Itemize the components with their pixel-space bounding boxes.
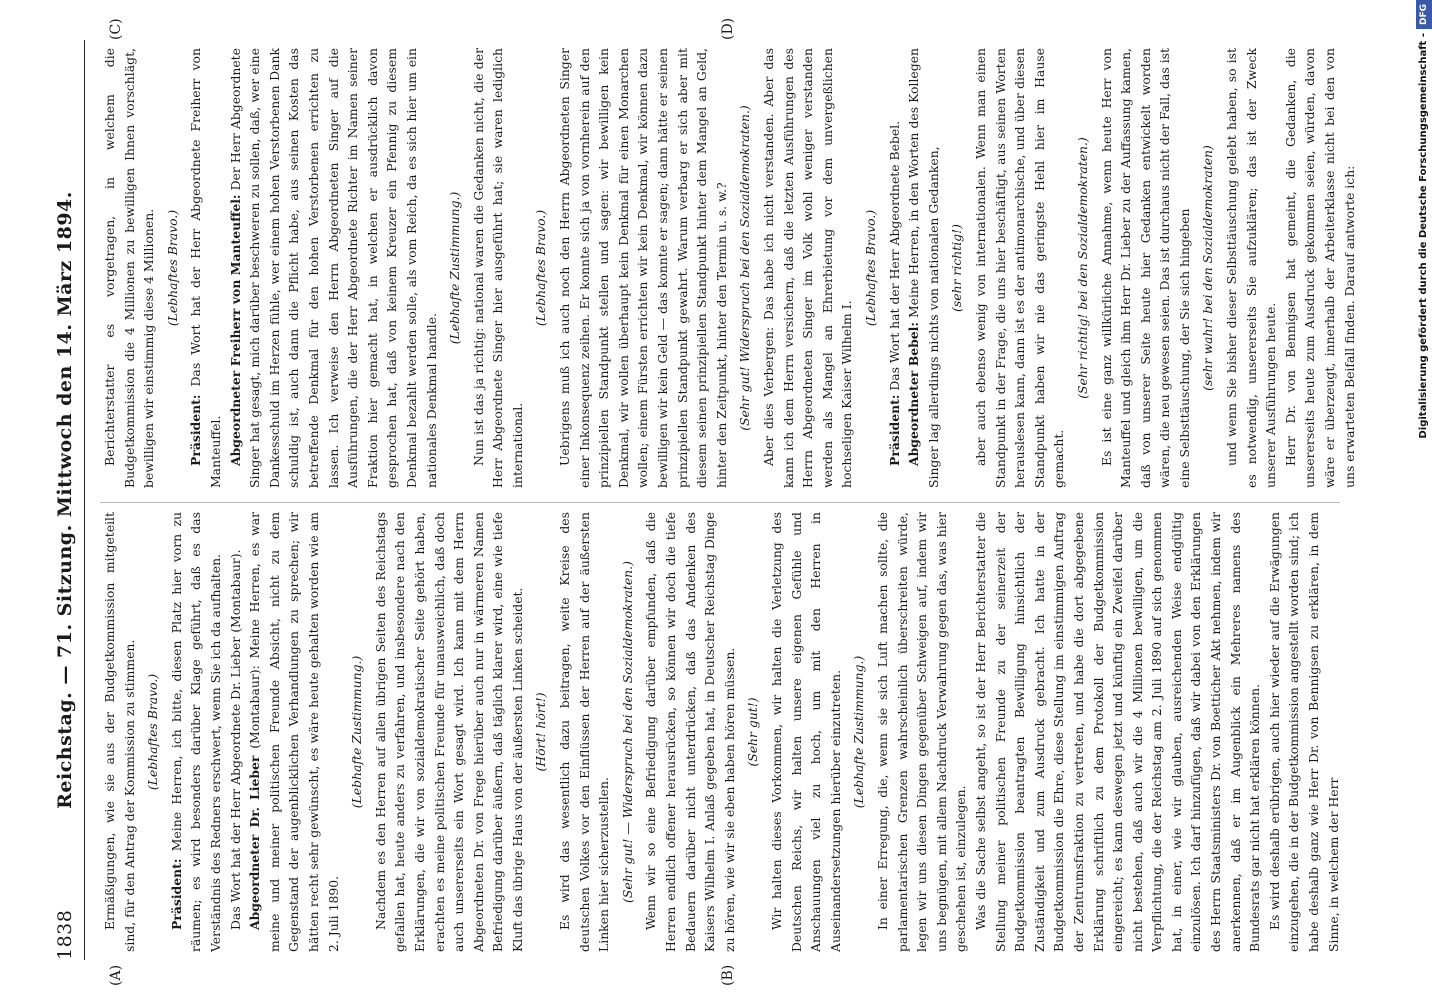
paragraph-text: Was die Sache selbst angeht, so ist der Herr Berichterstatter die Stellung meiner politischen Freunde zu der seinerzeit der Budgetkommission beantragten Bewilligung hinsichtlich der Zuständigkeit und zum Ausdruck gebracht. Ich hatte in der Budgetkommission die Ehre, diese Stellung im einstimmigen Auftrag der Zentrumsfraktion zu vertreten, und habe die dort abgegebene Erklärung schriftlich zu dem Protokoll der Budgetkommission eingereicht; es kann deswegen jetzt und künftig ein Zweifel darüber nicht bestehen, daß auch wir die 4 Millionen bewilligen, um die Verpflichtung, die der Reichstag am 2. Juli 1890 auf sich genommen hat, in einer, wie wir glauben, ausreichenden Weise endgültig einzulösen. Ich darf hinzufügen, daß wir dabei von den Erklärungen des Herrn Staatsministers Dr. von Boetticher Akt nehmen, indem wir anerkennen, daß er im Augenblick ein Mehreres namens des Bundesrats gar nicht hat erklären können.: [972, 512, 1263, 952]
paragraph: [971, 48, 1069, 488]
paragraph-text: Uebrigens muß ich auch noch den Herrn Abgeordneten Singer einer Inkonsequenz zeihen. Er konnte sich ja von vornherein auf den prinzipiellen Standpunkt stellen und sagen: wir bewilligen kein Denkmal, wir wollen überhaupt kein Denkmal für einen Monarchen wollen; einem Fürsten errichten wir kein Denkmal, wir können dazu bewilligen wir kein Geld — das konnte er sagen; dann hätte er seinen prinzipiellen Standpunkt gewahrt. Warum verbarg er sich aber mit diesem seinen prinzipiellen Standpunkt hinter dem Mangel an Geld, hinter den Zeitpunkt, hinter den Termin u. s. w.?: [557, 48, 729, 488]
paragraph: [767, 512, 845, 952]
interjection: [861, 48, 881, 488]
interjection: [743, 512, 763, 952]
paragraph-text: Aber dies Verbergen: Das habe ich nicht verstanden. Aber das kann ich dem Herrn versichern, daß die letzten Ausführungen des Herrn Abgeordneten Singer im Volk wohl weniger verstanden werden als Mangel an Ehrerbietung vor dem unvergeßlichen hochseligen Kaiser Wilhelm I.: [761, 48, 855, 488]
paragraph: [371, 512, 528, 952]
paragraph-text: Es wird deshalb erübrigen, auch hier wieder auf die Erwägungen einzugehen, die in der Budgetkommission angestellt worden sind; ich habe deshalb ganz wie Herr Dr. von Bennigsen zu erklären, in dem Sinne, in welchem der Herr: [1266, 512, 1341, 952]
paragraph: [226, 48, 442, 488]
paragraph-text: (Sehr gut! — Widerspruch bei den Sozialdemokraten.): [619, 561, 635, 903]
paragraph-text: Herr Dr. von Bennigsen hat gemeint, die Gedanken, die unsererseits heute zum Ausdruck gekommen seien, würden, davon wäre er überzeugt, innerhalb der Arbeiterklasse nicht bei den von uns erwarteten Beifall finden. Darauf antworte ich:: [1282, 48, 1357, 488]
paragraph-text: (Lebhafte Zustimmung.): [447, 191, 463, 345]
paragraph-text: Ermäßigungen, wie sie aus der Budgetkommission mitgeteilt sind, für den Antrag der Kommission zu stimmen.: [102, 512, 137, 952]
paragraph-text: (Lebhafte Zustimmung.): [349, 655, 365, 809]
paragraph: [904, 48, 943, 488]
paragraph-text: Es wird das wesentlich dazu beitragen, weite Kreise des deutschen Volkes vor den Einflüssen der Herren auf der äußersten Linken hier sicherzustellen.: [557, 512, 612, 952]
interjection: [531, 48, 551, 488]
digitization-footer: [1416, 0, 1432, 1000]
paragraph-text: Wenn wir so eine Befriedigung darüber empfunden, daß die Herren endlich offener herausrücken, so können wir doch die tiefe Bedauern darüber nicht unterdrücken, daß das Andenken des Kaisers Wilhelm I. Anlaß gegeben hat, in Deutscher Reichstag Dinge zu hören, wie wir sie eben haben hören müssen.: [643, 512, 737, 952]
paragraph: [885, 48, 905, 488]
paragraph: [100, 48, 159, 488]
interjection: [531, 512, 551, 952]
interjection: [445, 48, 465, 488]
paragraph-text: (Lebhaftes Bravo.): [145, 673, 161, 791]
interjection: [735, 48, 755, 488]
interjection: [1198, 48, 1218, 488]
paragraph-text: Das Wort hat der Herr Abgeordnete Bebel.: [886, 120, 902, 395]
paragraph: [555, 48, 731, 488]
paragraph-text: (Lebhaftes Bravo.): [164, 209, 180, 327]
interjection: [849, 512, 869, 952]
paragraph: [1281, 48, 1359, 488]
paragraph: [469, 48, 528, 488]
margin-mark-b: (B): [720, 964, 736, 986]
paragraph-text: Nachdem es den Herren auf allen übrigen Seiten des Reichstags gefallen hat, heute anders zu verfahren, und insbesondere nach den Erklärungen, die wir von sozialdemokratischer Seite gehört haben, erachten es meine politischen Freunde für unausweichlich, daß doch auch unsererseits ein Wort gesagt wird. Ich kann mit dem Herrn Abgeordneten Dr. von Frege hierüber auch nur in wärmeren Namen Befriedigung darüber äußern, daß täglich klarer wird, eine wie tiefe Kluft das übrige Haus von der äußersten Linken scheidet.: [372, 512, 525, 952]
section-title: Reichstag. — 71. Sitzung. Mittwoch den 14. März 1894.: [54, 191, 76, 809]
interjection: [347, 512, 367, 952]
interjection: [947, 48, 967, 488]
paragraph-text: aber auch ebenso wenig von internationalen. Wenn man einen Standpunkt in der Frage, die uns hier beschäftigt, aus seinen Worten herauslesen kann, dann ist es der antimonarchische, und über diesen Standpunkt haben wir nie das geringste Hehl hier im Hause gemacht.: [972, 48, 1067, 488]
page-number: 1838: [54, 909, 76, 960]
column-divider: [100, 502, 1340, 503]
paragraph-text: Meine Herren, ich bitte, diesen Platz hier vorn zu räumen; es wird besonders darüber Klage geführt, daß es das Verständnis des Redners erschwert, wenn Sie ich da aufhalten.: [168, 512, 223, 952]
interjection: [1073, 48, 1093, 488]
paragraph-text: Berichterstatter es vorgetragen, in welchem die Budgetkommission die 4 Millionen zu bewilligen Ihnen vorschlägt, bewilligen wir einstimmig diese 4 Millionen.: [102, 48, 157, 488]
paragraph: [186, 48, 225, 488]
paragraph-text: Es ist eine ganz willkürliche Annahme, wenn heute Herr von Manteuffel und gleich ihm Herr Dr. Lieber zu der Auffassung kamen, daß von unserer Seite heute hier Gedanken entwickelt worden wären, die neu gewesen seien. Das ist durchaus nicht der Fall, das ist eine Selbsttäuschung, der Sie sich hingeben: [1098, 48, 1192, 488]
paragraph-text: Das Wort hat der Herr Abgeordnete Freiherr von Manteuffel.: [188, 48, 223, 488]
paragraph: [971, 512, 1265, 952]
paragraph-text: Meine Herren, in den Worten des Kollegen Singer lag allerdings nichts von nationalen Gedanken,: [906, 47, 941, 488]
speaker-name: Abgeordneter Freiherr von Manteuffel:: [227, 194, 243, 466]
paragraph: [873, 512, 971, 952]
paragraph-text: (Lebhafte Zustimmung.): [851, 655, 867, 809]
right-column: [100, 47, 1357, 488]
paragraph: [641, 512, 739, 952]
margin-mark-a: (A): [108, 964, 124, 986]
paragraph-text: (Hört! hört!): [533, 692, 549, 772]
paragraph: [226, 512, 246, 952]
paragraph-text: (Lebhaftes Bravo.): [862, 209, 878, 327]
paragraph-text: und wenn Sie bisher dieser Selbsttäuschung gelebt haben, so ist es notwendig, unsererseits Sie aufzuklären; das ist der Zweck unserer Ausführungen heute.: [1224, 48, 1279, 488]
paragraph-text: (Sehr richtig! bei den Sozialdemokraten.): [1074, 137, 1090, 399]
interjection: [618, 512, 638, 952]
speaker-name: Abgeordneter Bebel:: [906, 322, 922, 466]
paragraph-text: (sehr richtig!): [949, 224, 965, 312]
paragraph: [1222, 48, 1281, 488]
interjection: [163, 48, 183, 488]
paragraph-text: In einer Erregung, die, wenn sie sich Luft machen sollte, die parlamentarischen Grenzen wahrscheinlich überschreiten würde, legen wir uns diesen Dingen gegenüber Schweigen auf, indem wir uns begnügen, mit allem Nachdruck Verwahrung gegen das, was hier geschehen ist, einzulegen.: [874, 512, 969, 952]
speaker-name: Präsident:: [168, 858, 184, 930]
left-column: [100, 512, 1340, 952]
paragraph-text: (Sehr gut!): [745, 697, 761, 767]
page-header: [50, 40, 85, 960]
interjection: [143, 512, 163, 952]
margin-mark-c: (C): [108, 18, 124, 40]
speaker-name: Präsident:: [188, 394, 204, 466]
speaker-name: Abgeordneter Dr. Lieber: [247, 755, 263, 930]
paragraph-text: Nun ist das ja richtig: national waren die Gedanken nicht, die der Herr Abgeordnete Singer hier ausgeführt hat; sie waren lediglich international.: [470, 48, 525, 488]
paragraph: [167, 512, 226, 952]
paragraph: [1265, 512, 1343, 952]
paragraph: [100, 512, 139, 952]
paragraph-text: Der Herr Abgeordnete Singer hat gesagt, mich darüber beschweren zu sollen, daß, wer eine Dankesschuld im Herzen fühle, wer einem hohen Verstorbenen Dank schuldig ist, auch dann die Pflicht habe, aus seinen Kosten das betreffende Denkmal für den hohen Verstorbenen errichten zu lassen. Ich verweise den Herrn Abgeordneten Singer auf die Ausführungen, die der Herr Abgeordnete Richter im Namen seiner Fraktion hier gemacht hat, in welchen er ausdrücklich davon gesprochen hat, daß von keinem Kreuzer ein Pfennig zu diesem Denkmal bezahlt werden solle, als vom Reich, da es sich hier um ein nationales Denkmal handle.: [227, 48, 439, 488]
speaker-name: Präsident:: [886, 394, 902, 466]
paragraph: [555, 512, 614, 952]
paragraph: [759, 48, 857, 488]
margin-mark-d: (D): [720, 17, 736, 40]
paragraph-text: (sehr wahr! bei den Sozialdemokraten): [1200, 145, 1216, 391]
paragraph-text: Das Wort hat der Herr Abgeordnete Dr. Lieber (Montabaur).: [227, 549, 243, 930]
paragraph-text: (Montabaur): Meine Herren, es war meine und meiner politischen Freunde Absicht, nicht zu dem Gegenstand der augenblicklichen Verhandlungen zu sprechen; wir hätten recht sehr gewünscht, es wäre heute gehalten worden wie am 2. Juli 1890.: [247, 511, 341, 952]
paragraph-text: (Lebhaftes Bravo.): [533, 209, 549, 327]
paragraph: [1097, 48, 1195, 488]
paragraph-text: Wir halten dieses Vorkommen, wir halten die Verletzung des Deutschen Reichs, wir halten unsere eigenen Gefühle und Anschauungen viel zu hoch, um mit den Herren in Auseinandersetzungen hierüber einzutreten.: [769, 512, 843, 952]
paragraph: [245, 512, 343, 952]
footer-text: Digitalisierung gefördert durch die Deutsche Forschungsgemeinschaft -: [1418, 33, 1429, 439]
dfg-badge: DFG: [1416, 0, 1432, 29]
paragraph-text: (Sehr gut! Widerspruch bei den Sozialdemokraten.): [737, 105, 753, 431]
